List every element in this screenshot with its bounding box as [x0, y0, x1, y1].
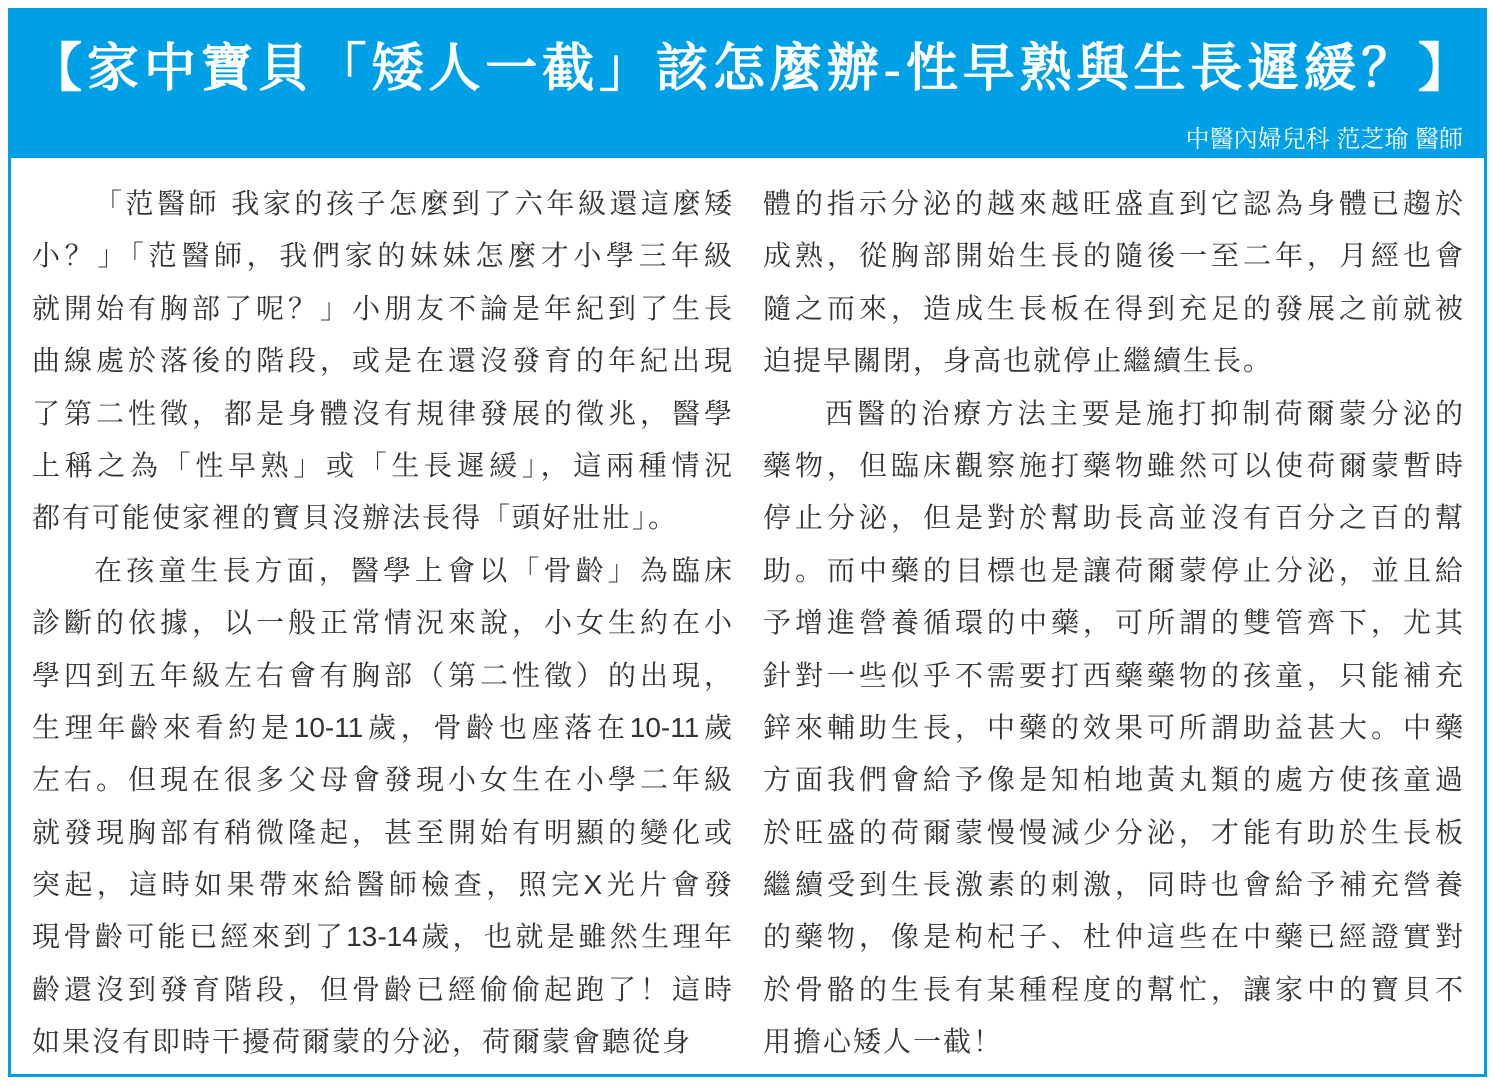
text-line: 藥物，但臨床觀察施打藥物雖然可以使荷爾蒙暫時 — [763, 449, 1463, 481]
article-column-2 — [763, 178, 1463, 1069]
text-line: 體的指示分泌的越來越旺盛直到它認為身體已趨於 — [763, 188, 1463, 219]
text-line: 就發現胸部有稍微隆起，甚至開始有明顯的變化或 — [32, 816, 732, 848]
text-line: 於骨骼的生長有某種程度的幫忙，讓家中的寶貝不 — [763, 973, 1463, 1005]
article-column-1 — [32, 178, 732, 1069]
text-line: 生理年齡來看約是10-11歲，骨齡也座落在10-11歲 — [32, 711, 732, 743]
text-line: 都有可能使家裡的寶貝沒辦法長得「頭好壯壯」。 — [32, 502, 679, 534]
text-line: 西醫的治療方法主要是施打抑制荷爾蒙分泌的 — [825, 397, 1463, 429]
text-line: 於旺盛的荷爾蒙慢慢減少分泌，才能有助於生長板 — [763, 816, 1463, 848]
text-line: 學四到五年級左右會有胸部（第二性徵）的出現， — [32, 659, 732, 691]
article-header — [8, 8, 1487, 158]
text-line: 予增進營養循環的中藥，可所謂的雙管齊下，尤其 — [763, 607, 1463, 639]
text-line: 針對一些似乎不需要打西藥藥物的孩童，只能補充 — [763, 659, 1463, 691]
text-line: 小？」「范醫師，我們家的妹妹怎麼才小學三年級 — [32, 240, 732, 272]
text-line: 曲線處於落後的階段，或是在還沒發育的年紀出現 — [32, 345, 732, 377]
text-line: 了第二性徵，都是身體沒有規律發展的徵兆，醫學 — [32, 397, 732, 429]
text-line: 隨之而來，造成生長板在得到充足的發展之前就被 — [763, 292, 1463, 324]
text-line: 繼續受到生長激素的刺激，同時也會給予補充營養 — [763, 869, 1463, 901]
text-line: 「范醫師 我家的孩子怎麼到了六年級還這麼矮 — [94, 188, 732, 219]
text-line: 如果沒有即時干擾荷爾蒙的分泌，荷爾蒙會聽從身 — [32, 1026, 693, 1058]
text-line: 突起，這時如果帶來給醫師檢查，照完X光片會發 — [32, 869, 732, 901]
text-line: 用擔心矮人一截！ — [763, 1026, 1004, 1058]
text-line: 就開始有胸部了呢？」小朋友不論是年紀到了生長 — [32, 292, 732, 324]
text-line: 的藥物，像是枸杞子、杜仲這些在中藥已經證實對 — [763, 921, 1463, 953]
text-line: 鋅來輔助生長，中藥的效果可所謂助益甚大。中藥 — [763, 711, 1463, 743]
text-line: 左右。但現在很多父母會發現小女生在小學二年級 — [32, 764, 732, 796]
article-title: 【家中寶貝「矮人一截」該怎麼辦-性早熟與生長遲緩？】 — [30, 41, 1470, 98]
text-line: 在孩童生長方面，醫學上會以「骨齡」為臨床 — [94, 554, 732, 586]
text-line: 上稱之為「性早熟」或「生長遲緩」，這兩種情況 — [32, 449, 732, 481]
text-line: 方面我們會給予像是知柏地黃丸類的處方使孩童過 — [763, 764, 1463, 796]
text-line: 停止分泌，但是對於幫助長高並沒有百分之百的幫 — [763, 502, 1463, 534]
text-line: 成熟，從胸部開始生長的隨後一至二年，月經也會 — [763, 240, 1463, 272]
text-line: 現骨齡可能已經來到了13-14歲，也就是雖然生理年 — [32, 921, 732, 953]
text-line: 迫提早關閉，身高也就停止繼續生長。 — [763, 345, 1274, 377]
text-line: 齡還沒到發育階段，但骨齡已經偷偷起跑了！這時 — [32, 973, 732, 1005]
article-byline: 中醫內婦兒科 范芝瑜 醫師 — [1185, 126, 1463, 153]
text-line: 診斷的依據，以一般正常情況來說，小女生約在小 — [32, 607, 732, 639]
text-line: 助。而中藥的目標也是讓荷爾蒙停止分泌，並且給 — [763, 554, 1463, 586]
